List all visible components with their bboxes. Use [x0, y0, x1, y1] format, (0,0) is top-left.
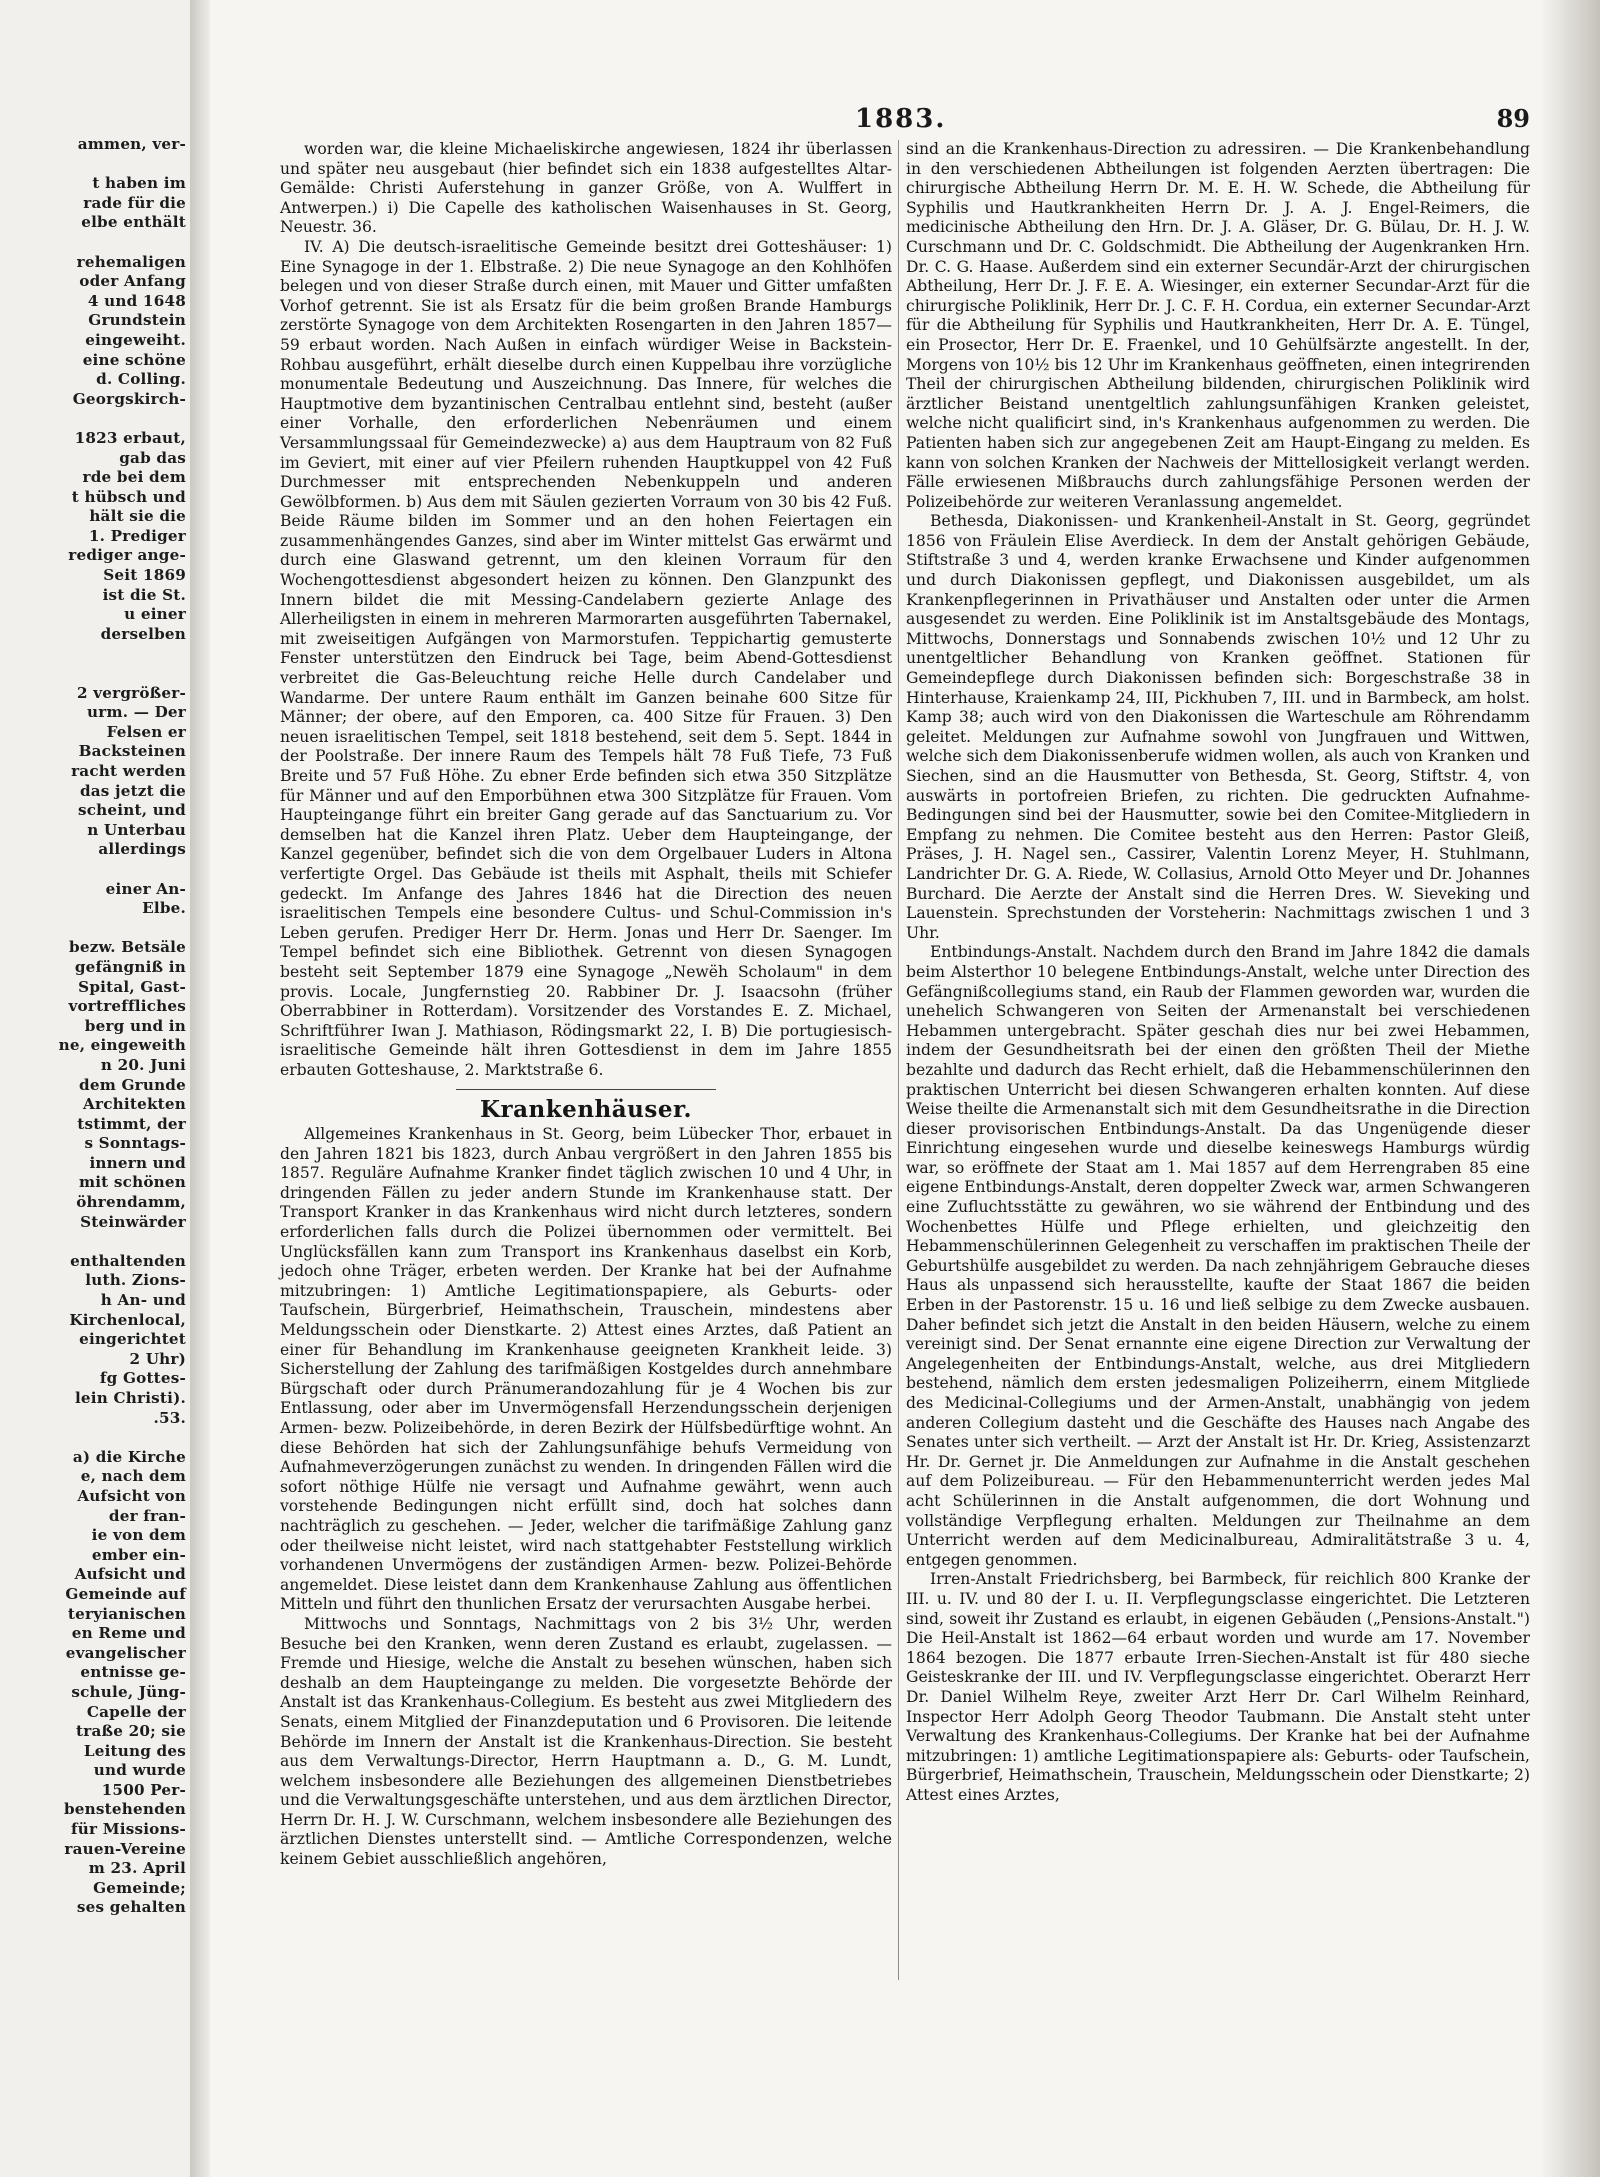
left-margin-line: ember ein-	[91, 1545, 186, 1564]
left-margin-line: eine schöne	[82, 350, 186, 369]
paragraph-entbindungs-anstalt: Entbindungs-Anstalt. Nachdem durch den Brand im Jahre 1842 die damals beim Alsterthor 10 belegene Entbindungs-Anstalt, welche unter Direction des Gefängnißcollegiums stand, ein Raub der Flammen geworden war, wurden die unehelich Schwangeren von Seiten der Armenanstalt bei verschiedenen Hebammen untergebracht. Später geschah dies nur bei zwei Hebammen, indem der Gesundheitsrath bei der einen den größten Theil der Miethe bezahlte und dadurch das Recht erhielt, daß die Hebammenschülerinnen den praktischen Unterricht bei diesen Schwangeren erhalten konnten. Auf diese Weise theilte die Armenanstalt sich mit dem Gesundheitsrathe in die Direction dieser provisorischen Entbindungs-Anstalt. Da das Ungenügende dieser Einrichtung eingesehen wurde und dieselbe keineswegs Hamburgs würdig war, so eröffnete der Staat am 1. Mai 1857 auf dem Herrengraben 85 eine eigene Entbindungs-Anstalt, deren doppelter Zweck war, armen Schwangeren eine Zufluchtsstätte zu gewähren, wo sie während der Entbindung und des Wochenbettes Hülfe und Pflege erhielten, und gleichzeitig den Hebammenschülerinnen Gelegenheit zu verschaffen im praktischen Theile der Geburtshülfe ausgebildet zu werden. Da nach zehnjährigem Gebrauche dieses Haus als unpassend sich herausstellte, kaufte der Staat 1867 die beiden Erben in der Pastorenstr. 15 u. 16 und ließ selbige zu dem Zwecke ausbauen. Daher befindet sich jetzt die Anstalt in den beiden Häusern, welche zu einem vereinigt sind. Der Senat ernannte eine eigene Direction zur Verwaltung der Angelegenheiten der Entbindungs-Anstalt, welche, aus drei Mitgliedern bestehend, nämlich dem ersten jedesmaligen Polizeiherrn, einem Mitgliede des Medicinal-Collegiums und der Armen-Anstalt, unabhängig von jedem anderen Collegium dasteht und die Geschäfte des Hauses nach Angabe des Senates unter sich vertheilt. — Arzt der Anstalt ist Hr. Dr. Krieg, Assistenzarzt Hr. Dr. Gernet jr. Die Anmeldungen zur Aufnahme in die Anstalt geschehen auf dem Polizeibureau. — Für den Hebammenunterricht werden jedes Mal acht Schülerinnen in die Anstalt aufgenommen, die dort Wohnung und vollständige Verpflegung erhalten. Meldungen zur Theilnahme an dem Unterricht werden auf dem Medicinalbureau, Admiralitätstraße 3 u. 4, entgegen genommen.	[906, 943, 1530, 1569]
left-margin-line: Elbe.	[142, 899, 186, 918]
left-margin-line: ie von dem	[91, 1526, 186, 1545]
page-number: 89	[1496, 104, 1530, 133]
left-margin-line: bezw. Betsäle	[69, 938, 186, 957]
left-margin-line	[0, 155, 186, 175]
left-margin-line: t haben im	[92, 174, 186, 193]
left-margin-line: Capelle der	[86, 1702, 186, 1721]
left-margin-line: einer An-	[105, 879, 186, 898]
section-title-krankenhaeuser: Krankenhäuser.	[480, 1095, 692, 1123]
left-margin-line: benstehenden	[63, 1800, 186, 1819]
left-margin-line: öhrendamm,	[76, 1193, 186, 1212]
left-margin-line: berg und in	[84, 1016, 186, 1035]
left-margin-line: dem Grunde	[79, 1075, 186, 1094]
left-margin-line: d. Colling.	[96, 370, 186, 389]
left-margin-line: fg Gottes-	[99, 1369, 186, 1388]
left-margin-line: oder Anfang	[79, 272, 186, 291]
left-margin-line: scheint, und	[77, 801, 186, 820]
left-margin-line: Architekten	[83, 1095, 186, 1114]
left-margin-line: teryianischen	[67, 1604, 186, 1623]
left-margin-line: luth. Zions-	[85, 1271, 186, 1290]
left-margin-line: 4 und 1648	[87, 291, 186, 310]
left-margin-line	[0, 1232, 186, 1252]
left-margin-line: rade für die	[83, 193, 186, 212]
left-margin-line: tstimmt, der	[77, 1114, 186, 1133]
left-margin-line: allerdings	[98, 840, 186, 859]
section-divider	[456, 1089, 716, 1090]
left-margin-line: t hübsch und	[71, 487, 186, 506]
left-margin-line: ammen, ver-	[77, 135, 186, 153]
paragraph-aerzte: sind an die Krankenhaus-Direction zu adressiren. — Die Krankenbehandlung in den verschiedenen Abtheilungen ist folgenden Aerzten übertragen: Die chirurgische Abtheilung Herrn Dr. M. E. H. W. Schede, die Abtheilung für Syphilis und Hautkrankheiten Herrn Dr. J. A. J. Engel-Reimers, die medicinische Abtheilung den Hrn. Dr. J. A. Gläser, Dr. G. Bülau, Dr. H. J. W. Curschmann und Dr. C. Goldschmidt. Die Abtheilung der Augenkranken Hrn. Dr. C. G. Haase. Außerdem sind ein externer Secundär-Arzt der chirurgischen Abtheilung, Herr Dr. J. F. E. A. Wiesinger, ein externer Secundar-Arzt für die chirurgische Poliklinik, Herr Dr. J. C. F. H. Cordua, ein externer Secundar-Arzt für die Abtheilung für Syphilis und Hautkrankheiten, Herr Dr. A. E. Tüngel, ein Prosector, Herr Dr. E. Fraenkel, und 10 Gehülfsärzte angestellt. In der, Morgens von 10½ bis 12 Uhr im Krankenhaus geöffneten, einen integrirenden Theil der chirurgischen Abtheilung bildenden, chirurgischen Poliklinik wird ärztlicher Beistand unentgeltlich zahlungsunfähigen Kranken geleistet, welche nicht qualificirt sind, in's Krankenhaus aufgenommen zu werden. Die Patienten haben sich zur angegebenen Zeit am Haupt-Eingang zu melden. Es kann von solchen Kranken der Nachweis der Mittellosigkeit verlangt werden. Fälle erwiesenen Mißbrauchs durch zahlungsfähige Personen werden der Polizeibehörde zur weiteren Veranlassung angemeldet.	[906, 140, 1530, 511]
left-margin-line: Gemeinde auf	[65, 1584, 186, 1603]
left-margin-line: traße 20; sie	[76, 1722, 186, 1741]
page-edge-shadow	[1540, 0, 1600, 2177]
left-margin-line: Kirchenlocal,	[69, 1310, 186, 1329]
column-left	[280, 140, 892, 1870]
left-margin-line: Grundstein	[88, 311, 186, 330]
left-margin-line: m 23. April	[88, 1859, 186, 1878]
left-margin-line: Backsteinen	[78, 742, 186, 761]
page-header	[280, 104, 1530, 134]
left-margin-line: 2 vergrößer-	[76, 683, 186, 702]
left-margin-line: elbe enthält	[81, 213, 186, 232]
left-margin-line: lein Christi).	[74, 1389, 186, 1407]
left-margin-line: 1. Prediger	[88, 526, 186, 545]
left-margin-line: rauen-Vereine	[64, 1839, 186, 1858]
left-margin-line: Seit 1869	[103, 566, 186, 585]
left-margin-line	[0, 1428, 186, 1448]
paragraph-besuche: Mittwochs und Sonntags, Nachmittags von 2 bis 3½ Uhr, werden Besuche bei den Kranken, wenn deren Zustand es erlaubt, zugelassen. — Fremde und Hiesige, welche die Anstalt zu besehen wünschen, haben sich deshalb an dem Haupteingange zu melden. Die vorgesetzte Behörde der Anstalt ist das Krankenhaus-Collegium. Es besteht aus zwei Mitgliedern des Senats, einem Mitglied der Finanzdeputation und 6 Provisoren. Die leitende Behörde im Innern der Anstalt ist die Krankenhaus-Direction. Sie besteht aus dem Verwaltungs-Director, Herrn Hauptmann a. D., G. M. Lundt, welchem insbesondere alle Beziehungen des allgemeinen Dienstbetriebes und die Verwaltungsgeschäfte unterstehen, und aus dem ärztlichen Director, Herrn Dr. H. J. W. Curschmann, welchem insbesondere alle Beziehungen des ärztlichen Dienstes unterstellt sind. — Amtliche Correspondenzen, welche keinem Gebiet ausschließlich angehören,	[280, 1614, 892, 1869]
left-margin-line: Felsen er	[106, 722, 186, 741]
left-margin-line: Spital, Gast-	[78, 977, 186, 996]
left-margin-line: und wurde	[93, 1761, 186, 1780]
left-margin-line: gefängniß in	[74, 957, 186, 976]
left-margin-text	[0, 135, 186, 1918]
left-margin-line: ne, eingeweith	[58, 1036, 186, 1055]
left-margin-line: enthaltenden	[70, 1251, 186, 1270]
left-margin-line: a) die Kirche	[72, 1447, 186, 1466]
left-margin-line: u einer	[124, 605, 186, 624]
left-margin-line: racht werden	[71, 762, 186, 780]
left-margin-line: ses gehalten	[76, 1898, 186, 1917]
left-margin-line	[0, 860, 186, 880]
paragraph-synagogues: IV. A) Die deutsch-israelitische Gemeinde besitzt drei Gotteshäuser: 1) Eine Synagoge in der 1. Elbstraße. 2) Die neue Synagoge an den Kohlhöfen belegen und von dieser Straße durch einen, mit Mauer und Gitter umfaßten Vorhof getrennt. Sie ist als Ersatz für die beim großen Brande Hamburgs zerstörte Synagoge von dem Architekten Rosengarten in den Jahren 1857—59 erbaut worden. Nach Außen in einfach würdiger Weise in Backstein-Rohbau ausgeführt, erhält dieselbe durch einen Kuppelbau ihre vorzügliche monumentale Bedeutung und Auszeichnung. Das Innere, für welches die Hauptmotive dem byzantinischen Centralbau entlehnt sind, besteht (außer einer Vorhalle, den erforderlichen Nebenräumen und einem Versammlungssaal für Gemeindezwecke) a) aus dem Hauptraum von 82 Fuß im Geviert, mit einer auf vier Pfeilern ruhenden Hauptkuppel von 42 Fuß Durchmesser mit entsprechenden Nebenkuppeln und anderen Gewölbformen. b) Aus dem mit Säulen gezierten Vorraum von 30 bis 42 Fuß. Beide Räume bilden im Sommer und an den hohen Feiertagen ein zusammenhängendes Ganzes, sind aber im Winter mittelst Gas erwärmt und durch eine Glaswand getrennt, um den kleinen Vorraum für den Wochengottesdienst abgesondert heizen zu können. Den Glanzpunkt des Innern bildet die mit Messing-Candelabern gezierte Anlage des Allerheiligsten in einem in mehreren Marmorarten ausgeführten Tabernakel, mit zweiseitigen Aufgängen von Marmorstufen. Teppichartig gemusterte Fenster unterstützen den Eindruck bei Tage, beim Abend-Gottesdienst verbreitet die Gas-Beleuchtung reiche Helle durch Candelaber und Wandarme. Der untere Raum enthält im Ganzen beinahe 600 Sitze für Männer; der obere, auf den Emporen, ca. 400 Sitze für Frauen. 3) Den neuen israelitischen Tempel, seit 1818 bestehend, seit dem 5. Sept. 1844 in der Poolstraße. Der innere Raum des Tempels hält 78 Fuß Tiefe, 73 Fuß Breite und 57 Fuß Höhe. Zu ebner Erde befinden sich etwa 350 Sitzplätze für Männer und auf den Emporbühnen etwa 300 Sitzplätze für Frauen. Vom Haupteingange führt ein breiter Gang gerade auf das Sanctuarium zu. Vor demselben hat die Kanzel ihren Platz. Ueber dem Haupteingange, der Kanzel gegenüber, befindet sich die von dem Orgelbauer Luders in Altona verfertigte Orgel. Das Gebäude ist theils mit Asphalt, theils mit Schiefer gedeckt. Im Anfange des Jahres 1846 hat die Direction des neuen israelitischen Tempels eine besondere Cultus- und Schul-Commission in's Leben gerufen. Prediger Herr Dr. Herm. Jonas und Herr Dr. Saenger. Im Tempel befindet sich eine Bibliothek. Getrennt von diesen Synagogen besteht seit September 1879 eine Synagoge „Newëh Scholaum" in dem provis. Locale, Jungfernstieg 20. Rabbiner Dr. J. Isaacsohn (früher Oberrabbiner in Rotterdam). Vorsitzender des Vorstandes E. Z. Michael, Schriftführer Iwan J. Mathiason, Rödingsmarkt 22, I. B) Die portugiesisch-israelitische Gemeinde hält ihren Gottesdienst in dem im Jahre 1855 erbauten Gotteshause, 2. Marktstraße 6.	[280, 237, 892, 1079]
left-margin-line: hält sie die	[89, 507, 186, 526]
left-margin-line: für Missions-	[71, 1820, 186, 1839]
left-margin-line: e, nach dem	[80, 1467, 186, 1486]
left-margin-line: entnisse ge-	[80, 1663, 186, 1682]
left-margin-line: Aufsicht von	[77, 1486, 186, 1505]
left-margin-line	[0, 233, 186, 253]
left-margin-line: Leitung des	[83, 1741, 186, 1760]
left-margin-line: gab das	[119, 448, 186, 467]
left-margin-line: Steinwärder	[80, 1212, 186, 1231]
left-margin-line: schule, Jüng-	[71, 1682, 186, 1701]
left-margin-line: mit schönen	[78, 1173, 186, 1192]
left-margin-line: s Sonntags-	[84, 1134, 186, 1153]
paragraph-allgemeines-krankenhaus: Allgemeines Krankenhaus in St. Georg, beim Lübecker Thor, erbauet in den Jahren 1821 bis 1823, durch Anbau vergrößert in den Jahren 1855 bis 1857. Reguläre Aufnahme Kranker findet täglich zwischen 10 und 4 Uhr, in dringenden Fällen zu jeder andern Stunde im Krankenhause statt. Der Transport Kranker in das Krankenhaus wird nicht durch letzteres, sondern erforderlichen falls durch die Polizei übernommen oder vermittelt. Bei Unglücksfällen kann zum Transport ins Krankenhaus daselbst ein Korb, jedoch ohne Träger, erbeten werden. Der Kranke hat bei der Aufnahme mitzubringen: 1) Amtliche Legitimationspapiere, als Geburts- oder Taufschein, Bürgerbrief, Heimathschein, Trauschein, mindestens aber Meldungsschein oder Dienstkarte. 2) Attest eines Arztes, daß Patient an einer für Behandlung im Krankenhause geeigneten Krankheit leide. 3) Sicherstellung der Zahlung des tarifmäßigen Kostgeldes durch annehmbare Bürgschaft oder durch Pränumerandozahlung für je 4 Wochen bis zur Entlassung, oder aber im Unvermögensfall Herzendungsschein derjenigen Armen- bezw. Polizeibehörde, in deren Bezirk der Hülfsbedürftige wohnt. An diese Behörden hat sich der Zahlungsunfähige behufs Vermeidung von Aufnahmeverzögerungen zunächst zu wenden. In dringenden Fällen wird die sofort nöthige Hülfe nie versagt und Aufnahme gewährt, wenn auch vorstehende Bedingungen nicht erfüllt sind, doch hat solches dann nachträglich zu geschehen. — Jeder, welcher die tarifmäßige Zahlung ganz oder theilweise nicht leistet, wird nach stattgehabter Feststellung wirklich vorhandenen Unvermögens der zuständigen Armen- bezw. Polizei-Behörde angemeldet. Diese leistet dann dem Krankenhause Zahlung aus öffentlichen Mitteln und führt den thunlichen Ersatz der verursachten Ausgabe herbei.	[280, 1125, 892, 1614]
left-margin-line: rediger ange-	[68, 546, 186, 565]
left-margin-line: eingeweiht.	[85, 330, 186, 349]
left-margin-line: derselben	[100, 624, 186, 643]
left-margin-line: evangelischer	[65, 1643, 186, 1662]
left-margin-line: Aufsicht und	[74, 1565, 186, 1584]
column-rule	[898, 140, 899, 1980]
left-margin-line: vortreffliches	[68, 997, 186, 1016]
left-margin-line: rde bei dem	[82, 468, 186, 487]
left-margin-line: urm. — Der	[87, 703, 186, 722]
left-margin-line: Gemeinde;	[93, 1878, 186, 1897]
paragraph-irren-anstalt: Irren-Anstalt Friedrichsberg, bei Barmbeck, für reichlich 800 Kranke der III. u. IV. und 80 der I. u. II. Verpflegungsclasse eingerichtet. Die Letzteren sind, soweit ihr Zustand es erlaubt, in eigenen Gebäuden („Pensions-Anstalt.") Die Heil-Anstalt ist 1862—64 erbaut worden und wurde am 17. November 1864 bezogen. Die 1877 erbaute Irren-Siechen-Anstalt ist für 480 sieche Geisteskranke der III. und IV. Verpflegungsclasse eingerichtet. Oberarzt Herr Dr. Daniel Wilhelm Reye, zweiter Arzt Herr Dr. Carl Wilhelm Reinhard, Inspector Herr Adolph Georg Theodor Taubmann. Die Anstalt steht unter Verwaltung des Krankenhaus-Collegiums. Der Kranke hat bei der Aufnahme mitzubringen: 1) amtliche Legitimationspapiere als: Geburts- oder Taufschein, Bürgerbrief, Heimathschein, Trauschein, Meldungsschein oder Dienstkarte; 2) Attest eines Arztes,	[906, 1570, 1530, 1804]
left-margin-line: 1500 Per-	[101, 1780, 186, 1799]
left-margin-line: Georgskirch-	[72, 389, 186, 408]
left-margin-line: ist die St.	[102, 585, 186, 604]
paragraph-church-michaelis: worden war, die kleine Michaeliskirche angewiesen, 1824 ihr überlassen und später neu ausgebaut (hier befindet sich ein 1838 aufgestelltes Altar-Gemälde: Christi Auferstehung in ganzer Größe, von A. Wulffert in Antwerpen.) i) Die Capelle des katholischen Waisenhauses in St. Georg, Neuestr. 36.	[280, 140, 892, 237]
left-margin-line: innern und	[89, 1153, 186, 1172]
left-margin-line	[0, 644, 186, 664]
left-margin-line: h An- und	[100, 1291, 186, 1310]
left-facing-page-fragment	[0, 0, 191, 2177]
left-margin-line: .53.	[153, 1408, 186, 1427]
book-gutter	[190, 0, 210, 2177]
left-margin-line: en Reme und	[71, 1624, 186, 1643]
left-margin-line: der fran-	[108, 1506, 186, 1525]
left-margin-line	[0, 919, 186, 939]
left-margin-line: 1823 erbaut,	[74, 428, 186, 447]
left-margin-line: n 20. Juni	[100, 1055, 186, 1074]
left-margin-line: das jetzt die	[79, 781, 186, 800]
header-year: 1883.	[855, 104, 947, 134]
paragraph-bethesda: Bethesda, Diakonissen- und Krankenheil-Anstalt in St. Georg, gegründet 1856 von Fräulein Elise Averdieck. In dem der Anstalt gehörigen Gebäude, Stiftstraße 3 und 4, werden kranke Erwachsene und Kinder aufgenommen und durch Diakonissen gepflegt, und Diakonissen ausgebildet, um als Krankenpflegerinnen in Privathäuser und Anstalten oder unter die Armen ausgesendet zu werden. Eine Poliklinik ist im Anstaltsgebäude des Montags, Mittwochs, Donnerstags und Sonnabends zwischen 10½ und 12 Uhr zu unentgeltlicher Behandlung von Kranken geöffnet. Stationen für Gemeindepflege durch Diakonissen befinden sich: Borgeschstraße 38 in Hinterhause, Kraienkamp 24, III, Pickhuben 7, III. und in Barmbeck, am holst. Kamp 38; auch wird von den Diakonissen die Warteschule am Röhrendamm geleitet. Meldungen zur Aufnahme sowohl von Jungfrauen und Wittwen, welche sich dem Diakonissenberufe widmen wollen, als auch von Kranken und Siechen, sind an die Hausmutter von Bethesda, St. Georg, Stiftstr. 4, von auswärts in portofreien Briefen, zu richten. Die gedruckten Aufnahme-Bedingungen sind bei der Hausmutter, sowie bei den Comitee-Mitgliedern in Empfang zu nehmen. Die Comitee besteht aus den Herren: Pastor Gleiß, Präses, J. H. Nagel sen., Cassirer, Valentin Lorenz Meyer, H. Stuhlmann, Landrichter Dr. G. A. Riede, W. Collasius, Arnold Otto Meyer und Dr. Johannes Burchard. Die Aerzte der Anstalt sind die Herren Dres. W. Sieveking und Lauenstein. Sprechstunden der Vorsteherin: Nachmittags zwischen 1 und 3 Uhr.	[906, 512, 1530, 942]
left-margin-line: eingerichtet	[79, 1330, 186, 1349]
left-margin-line: 2 Uhr)	[129, 1349, 186, 1368]
column-right	[906, 140, 1530, 1805]
left-margin-line: n Unterbau	[87, 820, 186, 839]
left-margin-line: rehemaligen	[76, 252, 186, 271]
left-margin-line	[0, 409, 186, 429]
left-margin-line	[0, 664, 186, 684]
